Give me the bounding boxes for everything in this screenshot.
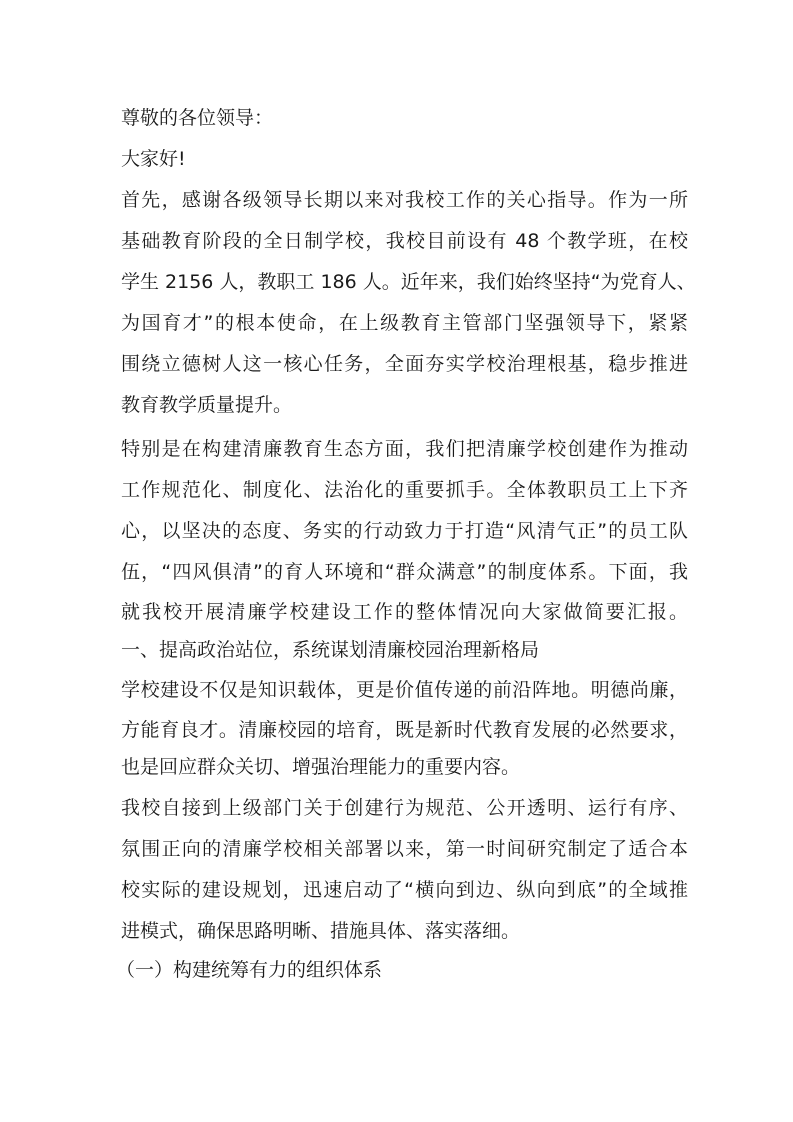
paragraph-line: 就我校开展清廉学校建设工作的整体情况向大家做简要汇报。 [121,601,688,623]
paragraph-line: 我校自接到上级部门关于创建行为规范、公开透明、运行有序、 [121,797,688,819]
paragraph-line: 心，以坚决的态度、务实的行动致力于打造“风清气正”的员工队 [121,520,688,542]
paragraph-line: 进模式，确保思路明晰、措施具体、落实落细。 [121,920,521,942]
greeting: 大家好! [121,148,186,170]
paragraph-line: 为国育才”的根本使命，在上级教育主管部门坚强领导下，紧紧 [121,312,688,334]
subsection-heading: （一）构建统筹有力的组织体系 [116,959,383,981]
paragraph-line: 围绕立德树人这一核心任务，全面夯实学校治理根基，稳步推进 [121,353,688,375]
paragraph-line: 教育教学质量提升。 [121,394,293,416]
paragraph-line: 也是回应群众关切、增强治理能力的重要内容。 [121,756,521,778]
paragraph-line: 伍，“四风俱清”的育人环境和“群众满意”的制度体系。下面，我 [121,561,688,583]
paragraph-line: 首先，感谢各级领导长期以来对我校工作的关心指导。作为一所 [121,189,688,211]
salutation: 尊敬的各位领导： [121,107,274,129]
paragraph-line: 基础教育阶段的全日制学校，我校目前设有 48 个教学班，在校 [121,230,688,252]
section-heading: 一、提高政治站位，系统谋划清廉校园治理新格局 [121,639,540,661]
paragraph-line: 校实际的建设规划，迅速启动了“横向到边、纵向到底”的全域推 [121,879,688,901]
paragraph-line: 方能育良才。清廉校园的培育，既是新时代教育发展的必然要求， [121,719,688,741]
paragraph-line: 工作规范化、制度化、法治化的重要抓手。全体教职员工上下齐 [121,479,688,501]
paragraph-line: 氛围正向的清廉学校相关部署以来，第一时间研究制定了适合本 [121,838,688,860]
paragraph-line: 学校建设不仅是知识载体，更是价值传递的前沿阵地。明德尚廉， [121,679,688,701]
paragraph-line: 学生 2156 人，教职工 186 人。近年来，我们始终坚持“为党育人、 [121,271,696,293]
paragraph-line: 特别是在构建清廉教育生态方面，我们把清廉学校创建作为推动 [121,438,688,460]
